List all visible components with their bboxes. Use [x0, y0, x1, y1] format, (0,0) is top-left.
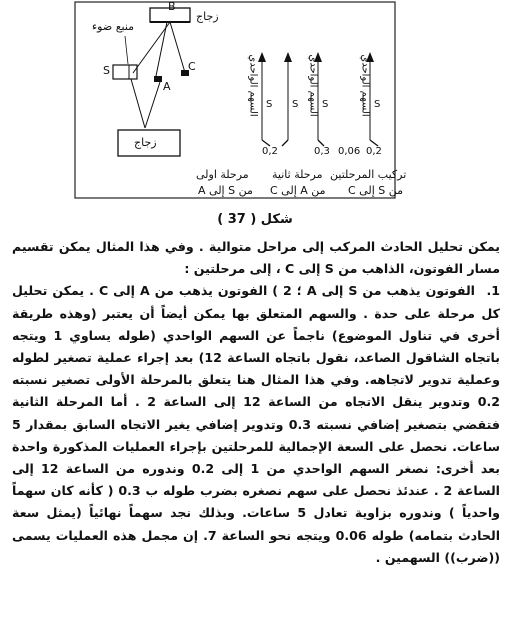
point-b-label: B [168, 0, 176, 13]
arrow-2-caption: السهم الواحدي [307, 54, 319, 117]
ray-b-to-a [156, 22, 167, 76]
ray-b-to-c [170, 22, 186, 76]
ray-bottom-to-a [145, 82, 160, 128]
ray-source-to-bottom [131, 79, 145, 128]
unit-arrow-3-head [284, 52, 292, 62]
arrow-1-letter: S [374, 99, 381, 110]
arrow-4-letter: S [266, 99, 273, 110]
column-title-3-line2: من S إلى C [348, 184, 404, 197]
small-arrow-3 [282, 140, 288, 146]
detector-a [154, 76, 162, 82]
figure-caption: شكل ( 37 ) [217, 212, 293, 227]
unit-arrow-4-head [258, 52, 266, 62]
column-title-3-line1: تركيب المرحلتين [330, 168, 407, 181]
arrow-3-value: 0,06 [338, 146, 361, 157]
arrow-3-caption: السهم الواحدي [247, 54, 259, 117]
light-source-label: منبع ضوء [92, 20, 135, 33]
numbered-item [12, 280, 500, 569]
light-source-pointer [125, 36, 128, 64]
column-title-1-line2: من S إلى A [198, 184, 253, 197]
point-s-label: S [103, 64, 110, 77]
arrow-3-letter: S [292, 99, 299, 110]
glass-top-label: زجاج [196, 10, 219, 23]
body-text [12, 236, 500, 569]
arrow-4-value: 0,2 [262, 146, 278, 157]
point-c-label: C [188, 60, 196, 73]
column-title-1-line1: مرحلة اولى [196, 168, 249, 181]
point-a-label: A [163, 80, 171, 93]
arrow-2-value: 0,3 [314, 146, 330, 157]
arrow-1-value: 0,2 [366, 146, 382, 157]
figure-37 [0, 0, 510, 210]
arrow-2-letter: S [322, 99, 329, 110]
ray-source-to-b [133, 22, 170, 73]
column-title-2-line1: مرحلة ثانية [272, 168, 323, 181]
item-number: 1. [486, 283, 500, 299]
intro-paragraph: يمكن تحليل الحادث المركب إلى مراحل متوالية . وفي هذا المثال يمكن تقسيم مسار الفوتون، الذاهب من S إلى C ، إلى مرحلتين : [12, 239, 500, 277]
arrow-1-caption: السهم الواحدي [359, 54, 371, 117]
column-title-2-line2: من A إلى C [270, 184, 326, 197]
glass-bottom-label: زجاج [134, 136, 157, 149]
item-text: الفوتون يذهب من S إلى A ؛ 2 ) الفوتون يذهب من A إلى C . يمكن تحليل كل مرحلة على حدة . والسهم المتعلق بها يمكن أيضاً أن يعتبر (وهذه طريقة أخرى في تناول الموضوع) ناجماً عن السهم الواحدي (طوله يساوي 1 ويتجه باتجاه الشاقول الصاعد، نقول باتجاه الساعة 12) بعد إجراء عملية تصغير لطوله وعملية تدوير لاتجاهه. وفي هذا المثال هنا يتعلق بالمرحلة الأولى تصغير نسبته 0.2 وتدوير ينقل الاتجاه من الساعة 12 إلى الساعة 2 . أما المرحلة الثانية فتقضي بتصغير إضافي نسبته 0.3 وتدوير إضافي يغير الاتجاه السابق بمقدار 5 ساعات. نحصل على السعة الإجمالية للمرحلتين بإجراء العمليات المذكورة واحدة بعد أخرى: نصغر السهم الواحدي من 1 إلى 0.2 وندوره من الساعة 12 إلى الساعة 2 . عندئذ نحصل على سهم نصغره بضرب طوله ب 0.3 ( كأنه كان سهماً واحدياً ) وندوره بزاوية تعادل 5 ساعات. وبذلك نجد سهماً نهائياً (يمثل سعة الحادث بتمامه) طوله 0.06 ويتجه نحو الساعة 7. إن مجمل هذه العمليات يسمى ((ضرب)) السهمين . [12, 283, 501, 565]
